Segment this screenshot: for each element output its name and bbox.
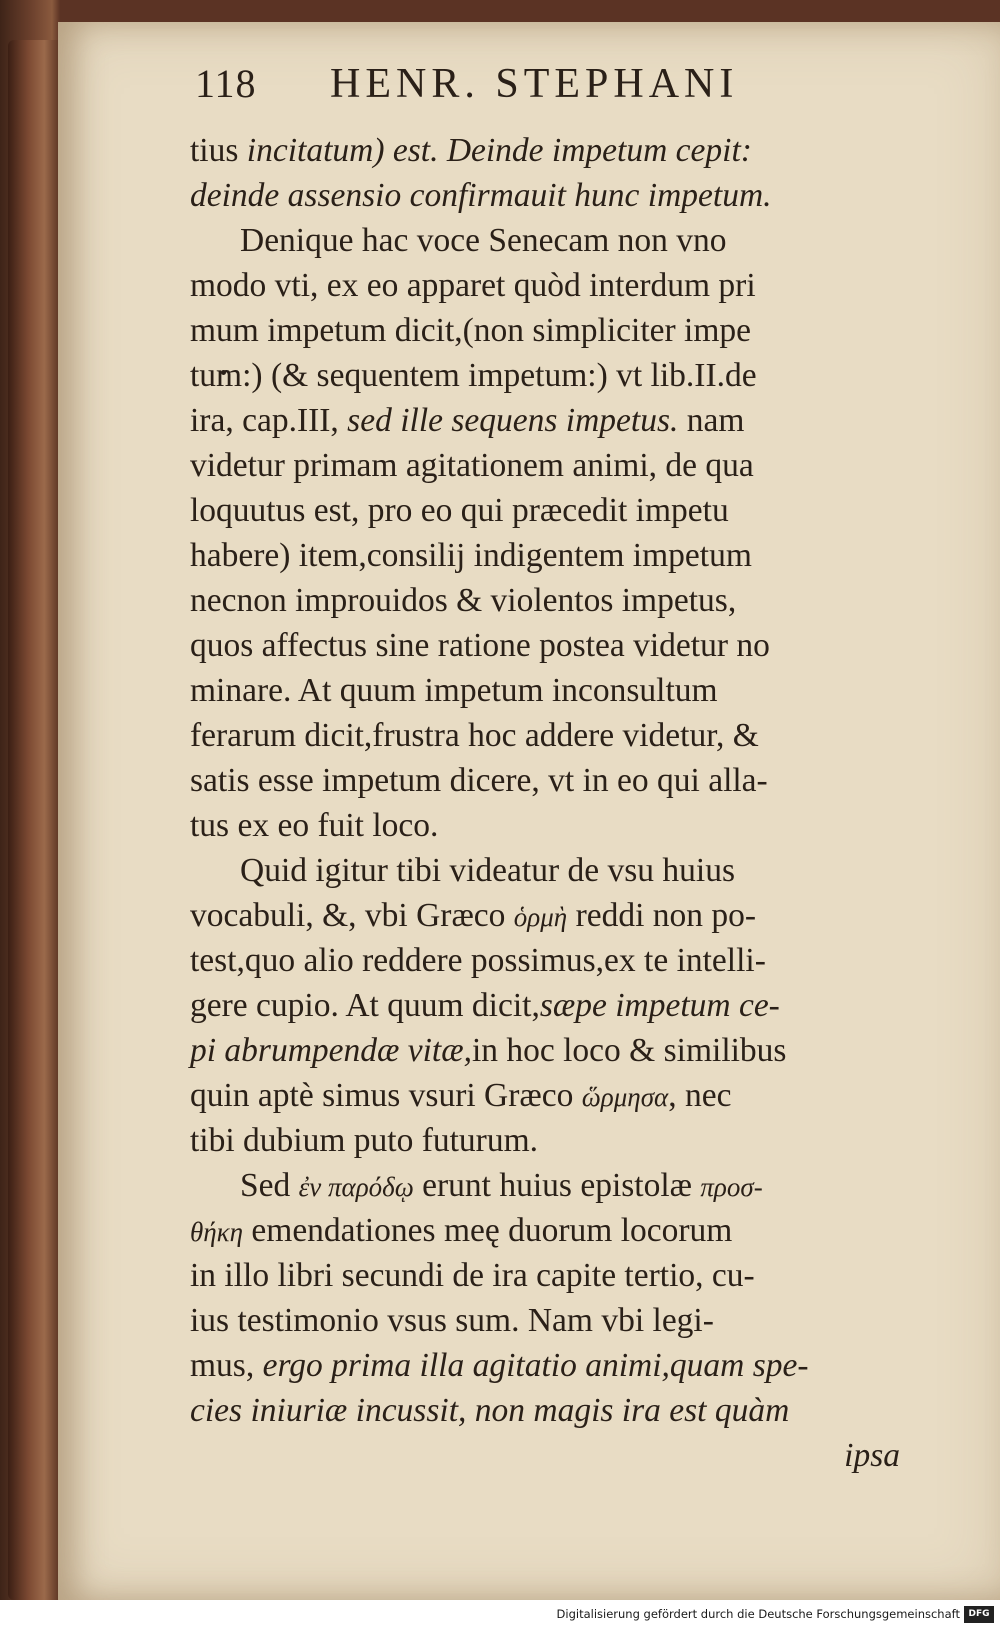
- text-segment: ius testimonio vsus sum. Nam vbi legi-: [190, 1302, 714, 1339]
- text-segment: tum:) (& sequentem impetum:) vt lib.II.de: [190, 357, 757, 394]
- text-line: [190, 533, 900, 578]
- text-segment: loquutus est, pro eo qui præcedit impetu: [190, 492, 729, 529]
- text-segment: in hoc loco & similibus: [471, 1032, 787, 1069]
- text-segment: ἐν παρόδῳ: [298, 1172, 414, 1202]
- text-segment: Sed: [240, 1167, 299, 1204]
- text-segment: cies iniuriæ incussit, non magis ira est quàm: [190, 1392, 790, 1429]
- text-line: [190, 1343, 900, 1388]
- text-segment: Denique hac voce Senecam non vno: [240, 222, 727, 259]
- text-segment: modo vti, ex eo apparet quòd interdum pri: [190, 267, 756, 304]
- text-line: [190, 803, 900, 848]
- text-line: [190, 623, 900, 668]
- page-header: [195, 60, 895, 120]
- text-segment: θήκη: [190, 1217, 244, 1247]
- text-segment: satis esse impetum dicere, vt in eo qui alla-: [190, 762, 768, 799]
- text-segment: Quid igitur tibi videatur de vsu huius: [240, 852, 736, 889]
- text-segment: emendationes meę duorum locorum: [243, 1212, 733, 1249]
- text-line: [190, 1118, 900, 1163]
- text-line: [190, 758, 900, 803]
- text-line: [190, 938, 900, 983]
- text-line: [190, 443, 900, 488]
- text-segment: προσ-: [700, 1172, 763, 1202]
- text-line: [190, 893, 900, 938]
- text-line: [190, 1298, 900, 1343]
- text-line: [190, 128, 900, 173]
- text-segment: , nec: [668, 1077, 732, 1114]
- text-segment: test,quo alio reddere possimus,ex te intelli-: [190, 942, 766, 979]
- text-line: [190, 353, 900, 398]
- text-segment: nam: [678, 402, 745, 439]
- running-head: HENR. STEPHANI: [330, 61, 739, 107]
- text-line: [190, 1388, 900, 1433]
- text-segment: in illo libri secundi de ira capite tertio, cu-: [190, 1257, 755, 1294]
- text-line: [190, 1163, 900, 1208]
- text-line: [190, 848, 900, 893]
- text-line: [190, 488, 900, 533]
- text-segment: necnon improuidos & violentos impetus,: [190, 582, 737, 619]
- text-segment: gere cupio. At quum dicit,: [190, 987, 540, 1024]
- text-segment: tus ex eo fuit loco.: [190, 807, 439, 844]
- text-segment: ergo prima illa agitatio animi,quam spe-: [262, 1347, 809, 1384]
- text-line: [190, 263, 900, 308]
- text-line: [190, 173, 900, 218]
- text-segment: sed ille sequens impetus.: [347, 402, 679, 439]
- text-line: [190, 308, 900, 353]
- text-segment: tius: [190, 132, 247, 169]
- text-line: [190, 398, 900, 443]
- text-segment: quos affectus sine ratione postea videtur no: [190, 627, 770, 664]
- text-segment: deinde assensio confirmauit hunc impetum.: [190, 177, 772, 214]
- text-line: [190, 1028, 900, 1073]
- text-line: [190, 1073, 900, 1118]
- text-segment: quin aptè simus vsuri Græco: [190, 1077, 582, 1114]
- text-line: [190, 1208, 900, 1253]
- footer-bar: [0, 1600, 1000, 1630]
- text-line: [190, 1253, 900, 1298]
- text-segment: mus,: [190, 1347, 263, 1384]
- text-segment: minare. At quum impetum inconsultum: [190, 672, 718, 709]
- text-segment: ferarum dicit,frustra hoc addere videtur, &: [190, 717, 759, 754]
- text-line: [190, 578, 900, 623]
- text-segment: ipsa: [844, 1437, 900, 1474]
- text-segment: ira, cap.III,: [190, 402, 348, 439]
- text-segment: vocabuli, &, vbi Græco: [190, 897, 514, 934]
- text-line: [190, 668, 900, 713]
- footer-credit: Digitalisierung gefördert durch die Deutsche Forschungsgemeinschaft: [556, 1607, 960, 1621]
- text-segment: sæpe impetum ce-: [539, 987, 780, 1024]
- text-segment: habere) item,consilij indigentem impetum: [190, 537, 752, 574]
- dfg-logo-icon: DFG: [964, 1606, 994, 1623]
- text-segment: mum impetum dicit,(non simpliciter impe: [190, 312, 752, 349]
- text-segment: ὁρμὴ: [513, 902, 568, 932]
- body-text: [190, 128, 900, 1478]
- text-segment: tibi dubium puto futurum.: [190, 1122, 539, 1159]
- text-segment: videtur primam agitationem animi, de qua: [190, 447, 754, 484]
- page-number: 118: [195, 61, 257, 106]
- text-segment: pi abrumpendæ vitæ,: [190, 1032, 472, 1069]
- text-segment: ὥρμησα: [581, 1082, 669, 1112]
- text-line: [190, 713, 900, 758]
- book-edge: [8, 40, 60, 1600]
- text-line: [190, 983, 900, 1028]
- text-segment: reddi non po-: [567, 897, 757, 934]
- text-line: [190, 1433, 900, 1478]
- text-line: [190, 218, 900, 263]
- text-segment: incitatum) est. Deinde impetum cepit:: [246, 132, 752, 169]
- text-segment: erunt huius epistolæ: [413, 1167, 701, 1204]
